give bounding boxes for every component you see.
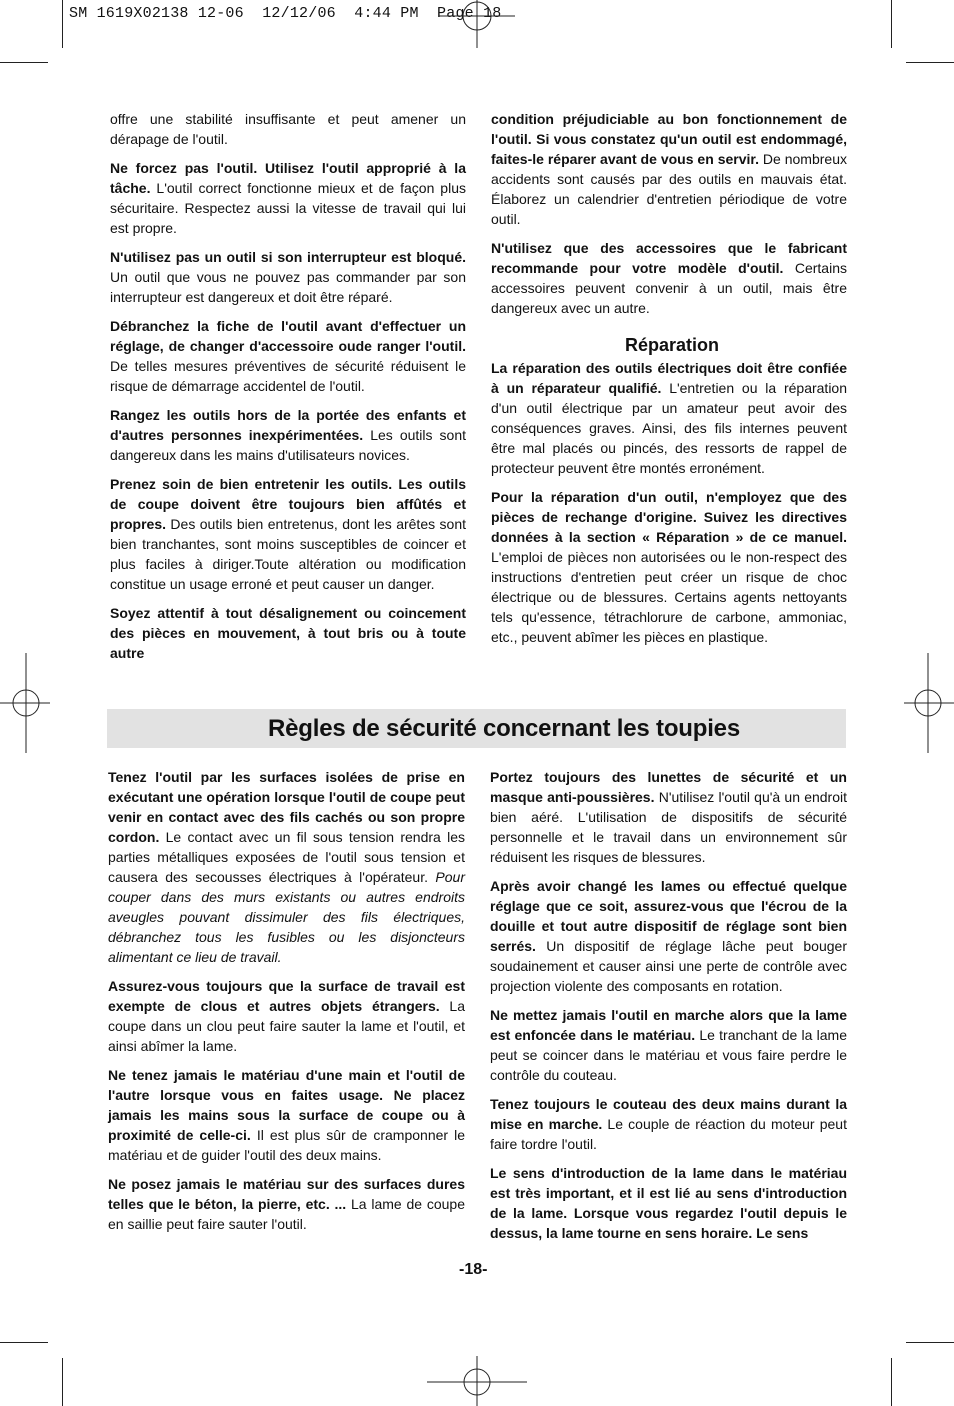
paragraph: Ne posez jamais le matériau sur des surfaces dures telles que le béton, la pierre, etc. ... La lame de coupe en saillie peut faire sauter l'outil. — [108, 1176, 465, 1232]
top-left-column — [110, 109, 466, 672]
crop-mark-bottom-right-v — [891, 1358, 892, 1406]
page-number: -18- — [459, 1261, 488, 1278]
paragraph: Après avoir changé les lames ou effectué quelque réglage que ce soit, assurez-vous que l'écrou de la douille et tout autre dispositif de réglage sont bien serrés. Un dispositif de réglage lâche peut bouger soudainement et causer ainsi une perte de contrôle avec projection violente des composants en rotation. — [490, 878, 847, 994]
paragraph: Assurez-vous toujours que la surface de travail est exempte de clous et autres objets étrangers. La coupe dans un clou peut faire sauter la lame et l'outil, et ainsi abîmer la lame. — [108, 978, 465, 1054]
paragraph: offre une stabilité insuffisante et peut amener un dérapage de l'outil. — [110, 111, 466, 147]
paragraph: Rangez les outils hors de la portée des enfants et d'autres personnes inexpérimentées. Les outils sont dangereux dans les mains d'utilisateurs novices. — [110, 407, 466, 463]
paragraph: Pour la réparation d'un outil, n'employez que des pièces de rechange d'origine. Suivez les directives données à la section « Réparation » de ce manuel. L'emploi de pièces non autorisées ou le non-respect des instructions d'entretien peut créer un risque de choc électrique ou de blessures. Certains agents nettoyants tels qu'essence, tétrachlorure de carbone, ammoniac, etc., peuvent abîmer les pièces en plastique. — [491, 489, 847, 645]
section-title: Règles de sécurité concernant les toupies — [268, 715, 740, 742]
reparation-heading: Réparation — [625, 335, 720, 355]
crop-mark-top-left-v — [62, 0, 63, 48]
registration-mark-bottom — [427, 1356, 527, 1406]
crop-mark-top-right-h — [906, 62, 954, 63]
paragraph: Soyez attentif à tout désalignement ou coincement des pièces en mouvement, à tout bris ou à toute autre — [110, 605, 466, 661]
crop-mark-bottom-right-h — [906, 1342, 954, 1343]
registration-mark-left — [0, 653, 50, 753]
paragraph: Ne tenez jamais le matériau d'une main et l'outil de l'autre lorsque vous en faites usage. Ne placez jamais les mains sous la surface de coupe ou à proximité de celle-ci. Il est plus sûr de cramponner le matériau et de guider l'outil des deux mains. — [108, 1067, 465, 1163]
paragraph: Débranchez la fiche de l'outil avant d'effectuer un réglage, de changer d'accessoire oude ranger l'outil. De telles mesures préventives de sécurité réduisent le risque de démarrage accidentel de l'outil. — [110, 318, 466, 394]
paragraph: Tenez toujours le couteau des deux mains durant la mise en marche. Le couple de réaction du moteur peut faire tordre l'outil. — [490, 1096, 847, 1152]
crop-mark-top-right-v — [891, 0, 892, 48]
registration-mark-right — [904, 653, 954, 753]
crop-mark-top-left-h — [0, 62, 48, 63]
printer-slug: SM 1619X02138 12-06 12/12/06 4:44 PM Page 18 — [69, 5, 502, 22]
paragraph: Ne forcez pas l'outil. Utilisez l'outil approprié à la tâche. L'outil correct fonctionne mieux et de façon plus sécuritaire. Respectez aussi la vitesse de travail qui lui est propre. — [110, 160, 466, 236]
crop-mark-bottom-left-h — [0, 1342, 48, 1343]
bottom-right-column — [490, 767, 847, 1252]
paragraph: N'utilisez pas un outil si son interrupteur est bloqué. Un outil que vous ne pouvez pas commander par son interrupteur est dangereux et doit être réparé. — [110, 249, 466, 305]
paragraph: La réparation des outils électriques doit être confiée à un réparateur qualifié. L'entretien ou la réparation d'un outil électrique par un amateur peut avoir des conséquences graves. Ainsi, des fils internes peuvent être mal placés ou pincés, des ressorts de rappel de protecteur peuvent être montés erronément. — [491, 360, 847, 476]
paragraph: condition préjudiciable au bon fonctionnement de l'outil. Si vous constatez qu'un outil est endommagé, faites-le réparer avant de vous en servir. De nombreux accidents sont causés par des outils en mauvais état. Élaborez un calendrier d'entretien périodique de votre outil. — [491, 111, 847, 227]
paragraph: Ne mettez jamais l'outil en marche alors que la lame est enfoncée dans le matériau. Le tranchant de la lame peut se coincer dans le matériau et vous faire perdre le contrôle du couteau. — [490, 1007, 847, 1083]
top-right-column — [491, 109, 847, 656]
paragraph: Tenez l'outil par les surfaces isolées de prise en exécutant une opération lorsque l'outil de coupe peut venir en contact avec des fils cachés ou son propre cordon. Le contact avec un fil sous tension rendra les parties métalliques exposées de l'outil sous tension et causera des secousses électriques à l'opérateur. Pour couper dans des murs existants ou autres endroits aveugles pouvant dissimuler des fils électriques, débranchez tous les fusibles ou les disjoncteurs alimentant ce lieu de travail. — [108, 769, 465, 965]
bottom-left-column — [108, 767, 465, 1243]
crop-mark-bottom-left-v — [62, 1358, 63, 1406]
paragraph: Le sens d'introduction de la lame dans le matériau est très important, et il est lié au sens d'introduction de la lame. Lorsque vous regardez l'outil depuis le dessus, la lame tourne en sens horaire. Le sens — [490, 1165, 847, 1241]
paragraph: N'utilisez que des accessoires que le fabricant recommande pour votre modèle d'outil. Certains accessoires peuvent convenir à un outil, mais être dangereux avec un autre. — [491, 240, 847, 316]
section-banner — [107, 709, 846, 748]
paragraph: Portez toujours des lunettes de sécurité et un masque anti-poussières. N'utilisez l'outil qu'à un endroit bien aéré. L'utilisation de dispositifs de sécurité personnelle et le travail dans un environnement sûr réduisent les risques de blessures. — [490, 769, 848, 865]
registration-mark-top — [437, 0, 517, 50]
paragraph: Prenez soin de bien entretenir les outils. Les outils de coupe doivent être toujours bien affûtés et propres. Des outils bien entretenus, dont les arêtes sont bien tranchantes, sont moins susceptibles de coincer et plus faciles à diriger.Toute altération ou modification constitue un usage erroné et peut causer un danger. — [110, 476, 466, 592]
